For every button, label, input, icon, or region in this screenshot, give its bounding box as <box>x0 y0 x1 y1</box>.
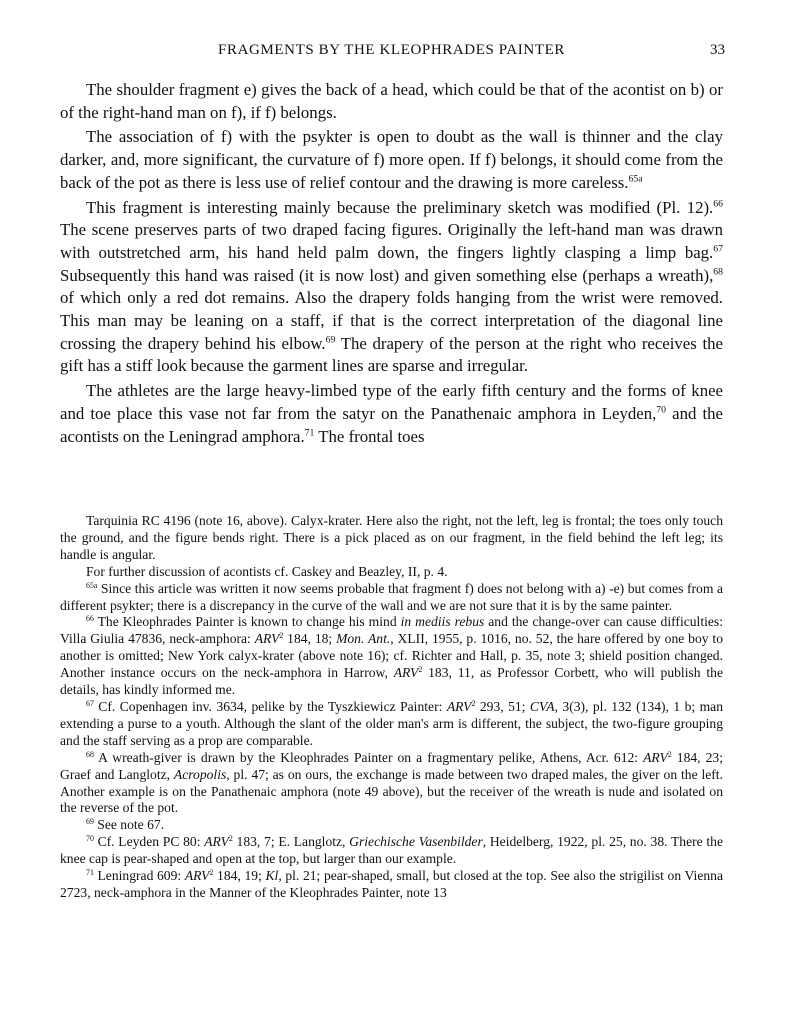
paragraph-text: The frontal toes <box>314 426 425 446</box>
footnote-text: See note 67. <box>93 817 165 833</box>
paragraph-text: Subsequently this hand was raised (it is now lost) and given something else (perhaps a wreath), <box>60 265 714 285</box>
paragraph-1 <box>60 79 723 124</box>
paragraph-text: The shoulder fragment e) gives the back of a head, which could be that of the acontist on b) or of the right-hand man on f), if f) belongs. <box>60 80 723 122</box>
footnote-continuation <box>60 513 723 564</box>
footnotes <box>60 513 723 902</box>
footnote-italic: in mediis rebus <box>400 614 485 630</box>
footnote-continuation <box>60 564 723 581</box>
edition-superscript: 2 <box>279 631 284 641</box>
footnote-text: 184, 19; <box>213 868 266 884</box>
footnote-text: , XLII, 1955, p. 1016, no. 52, the hare offered by one boy to another is omitted; New York calyx-krater (above note 16); cf. Richter and Hall, p. 35, note 3; shield position changed. Another instance occurs on the neck-amphora in Harrow, <box>60 631 723 681</box>
paragraph-text: This fragment is interesting mainly because the preliminary sketch was modified (Pl. 12). <box>86 197 714 217</box>
arv-abbrev: ARV <box>254 631 280 647</box>
footnote-ref[interactable]: 68 <box>713 266 723 278</box>
footnote-number: 68 <box>86 749 94 759</box>
footnote-ref[interactable]: 70 <box>656 404 667 416</box>
footnote-text: Since this article was written it now seems probable that fragment f) does not belong with a) -e) but comes from a different psykter; there is a discrepancy in the curve of the wall and we are not sure that it is by the same painter. <box>60 580 723 613</box>
paragraph-3 <box>60 197 723 379</box>
page-number: 33 <box>710 42 725 58</box>
footnote-italic: Mon. Ant. <box>336 631 391 647</box>
footnote-text: , pl. 47; as on ours, the exchange is made between two draped males, the giver on the left. Another example is on the Panathenaic amphora (note 49 above), but the receiver of the wreath is nude and isolated on the reverse of the pot. <box>60 766 723 816</box>
footnote-ref[interactable]: 71 <box>304 427 315 439</box>
arv-abbrev: ARV <box>204 834 229 850</box>
footnote-italic: Kl <box>265 868 279 884</box>
paragraph-4 <box>60 380 723 448</box>
paragraph-text: The scene preserves parts of two draped facing figures. Originally the left-hand man was drawn with outstretched arm, his hand held palm down, the fingers lightly clasping a limp bag. <box>60 220 723 262</box>
footnote-italic: CVA <box>529 698 555 714</box>
footnote-number: 71 <box>86 867 94 877</box>
footnote-65a <box>60 581 723 615</box>
footnote-68 <box>60 750 723 818</box>
footnote-text: Cf. Leyden PC 80: <box>93 834 205 850</box>
footnote-ref[interactable]: 66 <box>713 198 723 210</box>
footnote-number: 65a <box>86 580 98 590</box>
paragraph-text: The athletes are the large heavy-limbed type of the early fifth century and the forms of knee and toe place this vase not far from the satyr on the Panathenaic amphora in Leyden, <box>60 381 723 423</box>
paragraph-text: The association of f) with the psykter is open to doubt as the wall is thinner and the clay darker, and, more significant, the curvature of f) more open. If f) belongs, it should come from the back of the pot as there is less use of relief contour and the drawing is more careless. <box>60 127 723 192</box>
footnote-italic: Griechische Vasenbilder <box>349 834 483 850</box>
footnote-text: and the change-over can cause difficulties: Villa Giulia 47836, neck-amphora: <box>60 614 723 647</box>
edition-superscript: 2 <box>228 834 233 844</box>
edition-superscript: 2 <box>209 867 214 877</box>
edition-superscript: 2 <box>418 665 423 675</box>
paragraph-text: The drapery of the person at the right who receives the gift has a stiff look because the garment lines are sparse and irregular. <box>60 333 723 376</box>
running-head: FRAGMENTS BY THE KLEOPHRADES PAINTER <box>218 42 565 58</box>
footnote-text: Leningrad 609: <box>93 868 185 884</box>
page-header <box>60 42 723 59</box>
footnote-67 <box>60 699 723 750</box>
footnote-text: 184, 23; Graef and Langlotz, <box>60 749 723 782</box>
arv-abbrev: ARV <box>393 665 419 681</box>
footnote-text: Tarquinia RC 4196 (note 16, above). Calyx-krater. Here also the right, not the left, leg is frontal; the toes only touch the ground, and the figure bends right. There is a pick placed as on our fragment, in the field behind the left leg; its handle is angular. <box>60 513 723 562</box>
edition-superscript: 2 <box>667 749 672 759</box>
main-text <box>60 79 723 450</box>
footnote-text: , Heidelberg, 1922, pl. 25, no. 38. There the knee cap is pear-shaped and open at the top, but larger than our example. <box>60 834 723 867</box>
footnote-70 <box>60 834 723 868</box>
paragraph-text: of which only a red dot remains. Also the drapery folds hanging from the wrist were removed. This man may be leaning on a staff, if that is the correct interpretation of the diagonal line crossing the drapery behind his elbow. <box>60 288 723 353</box>
footnote-ref[interactable]: 67 <box>713 243 723 255</box>
edition-superscript: 2 <box>471 698 476 708</box>
arv-abbrev: ARV <box>446 698 472 714</box>
arv-abbrev: ARV <box>184 868 210 884</box>
footnote-number: 67 <box>86 698 94 708</box>
footnote-number: 66 <box>86 614 94 624</box>
footnote-text: , pl. 21; pear-shaped, small, but closed at the top. See also the strigilist on Vienna 2723, neck-amphora in the Manner of the Kleophrades Painter, note 13 <box>60 868 723 900</box>
footnote-text: A wreath-giver is drawn by the Kleophrades Painter on a fragmentary pelike, Athens, Acr. 612: <box>93 749 644 765</box>
footnote-number: 70 <box>86 834 94 844</box>
footnote-ref[interactable]: 65a <box>628 173 643 185</box>
arv-abbrev: ARV <box>643 749 668 765</box>
footnote-ref[interactable]: 69 <box>325 334 336 346</box>
footnote-text: 183, 7; E. Langlotz, <box>232 834 350 850</box>
footnote-text: For further discussion of acontists cf. Caskey and Beazley, II, p. 4. <box>86 563 448 579</box>
paragraph-text: and the acontists on the Leningrad amphora. <box>60 403 723 446</box>
footnote-text: 184, 18; <box>283 631 337 647</box>
footnote-69 <box>60 817 723 834</box>
footnote-text: Cf. Copenhagen inv. 3634, pelike by the Tyszkiewicz Painter: <box>93 698 447 714</box>
footnote-text: The Kleophrades Painter is known to change his mind <box>93 614 401 630</box>
paragraph-2 <box>60 126 723 194</box>
footnote-italic: Acropolis <box>173 766 227 782</box>
footnote-66 <box>60 614 723 699</box>
footnote-71 <box>60 868 723 902</box>
footnote-text: 183, 11, as Professor Corbett, who will publish the details, has kindly informed me. <box>60 665 723 698</box>
footnote-number: 69 <box>86 817 94 827</box>
footnote-text: 293, 51; <box>475 698 530 714</box>
footnote-text: , 3(3), pl. 132 (134), 1 b; man extending a purse to a youth. Although the slant of the older man's arm is different, the subject, the two-figure grouping and the staff serving as a prop are comparable. <box>60 698 724 748</box>
